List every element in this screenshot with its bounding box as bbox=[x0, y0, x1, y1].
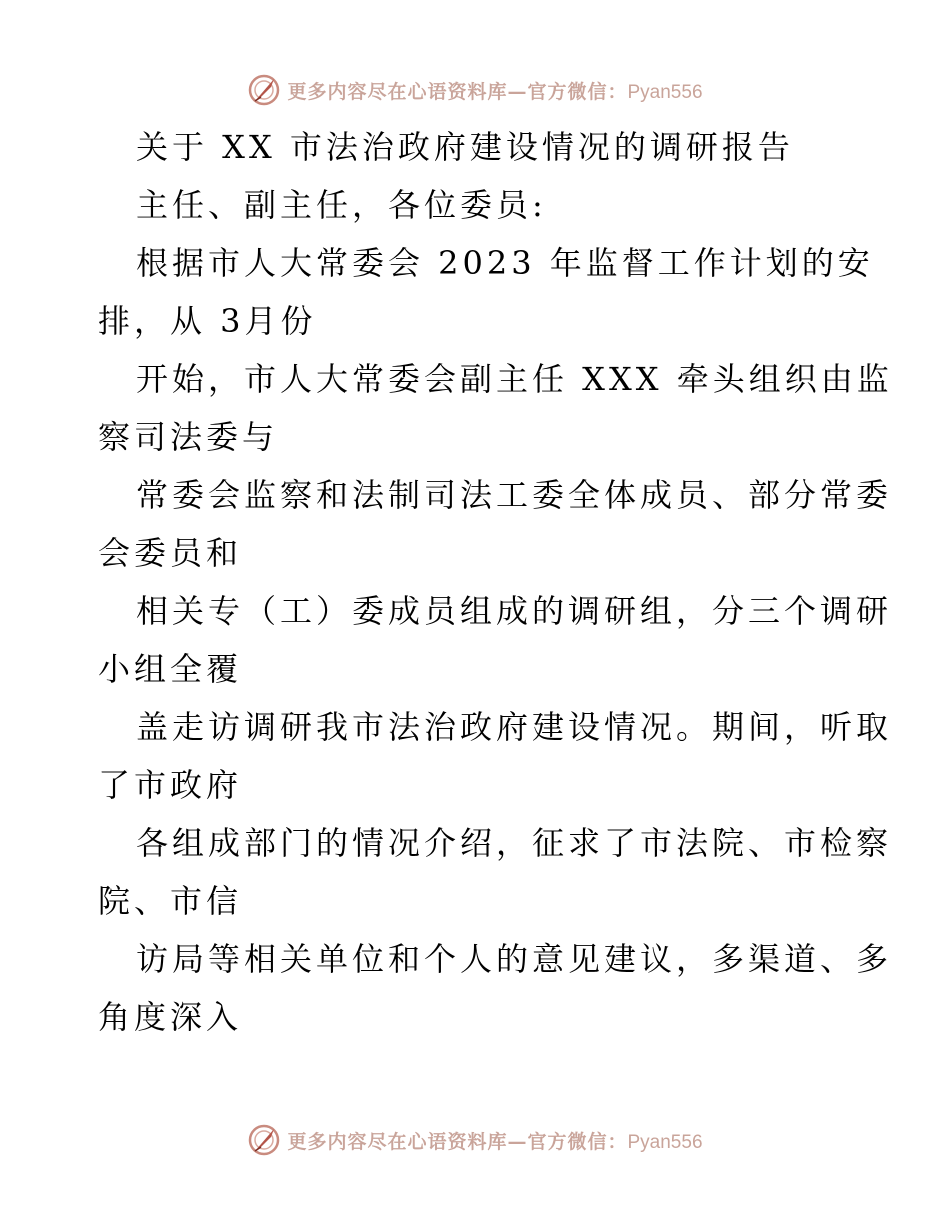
quill-pen-logo-icon bbox=[247, 73, 281, 107]
paragraph-line: 盖走访调研我市法治政府建设情况。期间，听取 bbox=[136, 708, 893, 746]
paragraph-line: 访局等相关单位和个人的意见建议，多渠道、多 bbox=[136, 940, 893, 978]
paragraph-line: 察司法委与 bbox=[98, 418, 279, 456]
paragraph-line: 各组成部门的情况介绍，征求了市法院、市检察 bbox=[136, 824, 893, 862]
paragraph-line: 主任、副主任，各位委员: bbox=[136, 186, 547, 224]
document-body bbox=[98, 118, 893, 1046]
document-title: 关于 XX 市法治政府建设情况的调研报告 bbox=[136, 128, 794, 166]
paragraph-line: 相关专（工）委成员组成的调研组，分三个调研 bbox=[136, 592, 893, 630]
header-watermark bbox=[0, 70, 950, 110]
watermark-text: 更多内容尽在心语资料库—官方微信：Pyan556 bbox=[287, 1130, 703, 1153]
paragraph-line: 开始，市人大常委会副主任 XXX 牵头组织由监 bbox=[136, 360, 893, 398]
paragraph-line: 了市政府 bbox=[98, 766, 243, 804]
paragraph-line: 会委员和 bbox=[98, 534, 243, 572]
paragraph-line: 排，从 3月份 bbox=[98, 302, 317, 340]
paragraph-line: 院、市信 bbox=[98, 882, 243, 920]
footer-watermark bbox=[0, 1120, 950, 1160]
paragraph-line: 根据市人大常委会 2023 年监督工作计划的安 bbox=[136, 244, 874, 282]
paragraph-line: 小组全覆 bbox=[98, 650, 243, 688]
paragraph-line: 常委会监察和法制司法工委全体成员、部分常委 bbox=[136, 476, 893, 514]
quill-pen-logo-icon bbox=[247, 1123, 281, 1157]
watermark-text: 更多内容尽在心语资料库—官方微信：Pyan556 bbox=[287, 80, 703, 103]
paragraph-line: 角度深入 bbox=[98, 998, 243, 1036]
